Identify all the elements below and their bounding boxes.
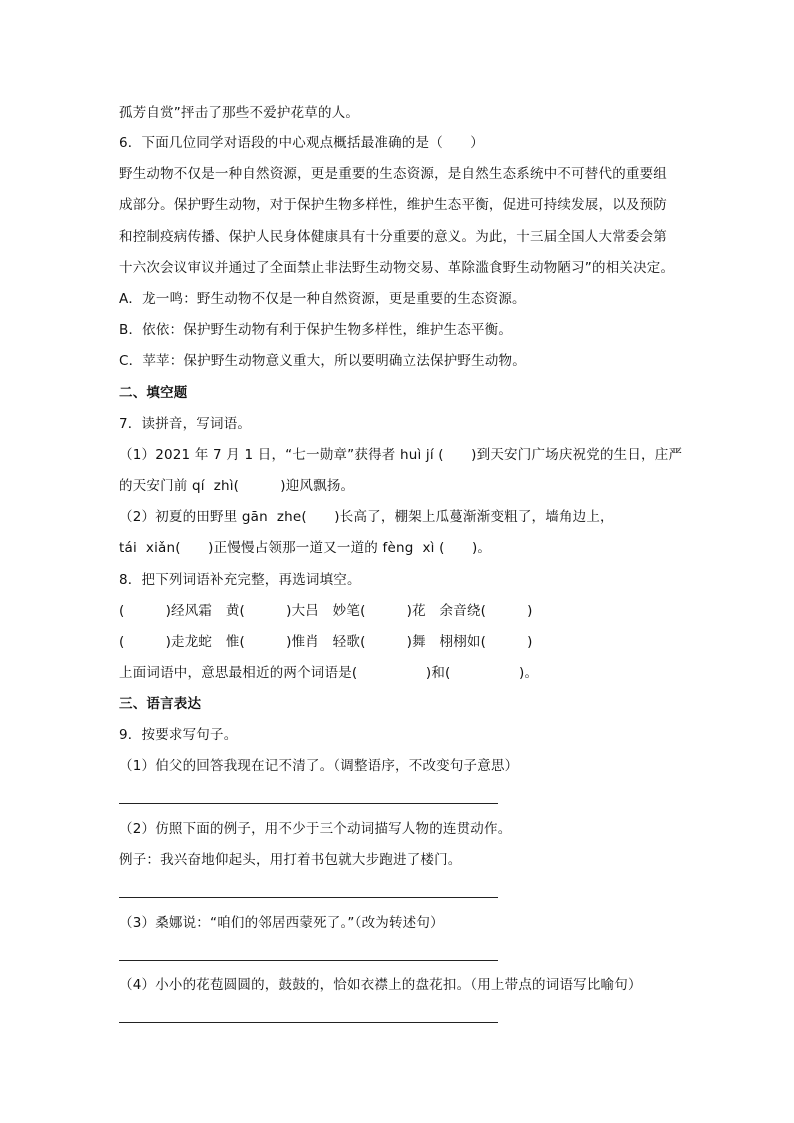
passage-line-2: 成部分。保护野生动物，对于保护生物多样性，维护生态平衡，促进可持续发展，以及预防 [119, 197, 667, 213]
section-language-expression: 三、语言表达 [119, 696, 202, 712]
question-9-part-3: （3）桑娜说：“咱们的邻居西蒙死了。”（改为转述句） [119, 915, 444, 931]
question-7: 7．读拼音，写词语。 [119, 416, 252, 432]
answer-line-4[interactable] [119, 1022, 498, 1023]
answer-line-3[interactable] [119, 960, 498, 961]
section-fill-in: 二、填空题 [119, 385, 188, 401]
question-9-part-2: （2）仿照下面的例子，用不少于三个动词描写人物的连贯动作。 [119, 821, 512, 837]
question-9-part-1: （1）伯父的回答我现在记不清了。（调整语序，不改变句子意思） [119, 758, 519, 774]
question-6: 6．下面几位同学对语段的中心观点概括最准确的是（ ） [119, 135, 484, 151]
question-8: 8．把下列词语补充完整，再选词填空。 [119, 572, 361, 588]
answer-line-1[interactable] [119, 803, 498, 804]
option-a: A．龙一鸣：野生动物不仅是一种自然资源，更是重要的生态资源。 [119, 291, 526, 307]
question-8-row-1: ( )经风霜 黄( )大吕 妙笔( )花 余音绕( ) [119, 603, 533, 619]
question-7-part-2-line-1: （2）初夏的田野里 gān zhe( )长高了，棚架上瓜蔓渐渐变粗了，墙角边上， [119, 509, 614, 525]
question-9-part-4: （4）小小的花苞圆圆的，鼓鼓的，恰如衣襟上的盘花扣。（用上带点的词语写比喻句） [119, 977, 642, 993]
passage-line-1: 野生动物不仅是一种自然资源，更是重要的生态资源，是自然生态系统中不可替代的重要组 [119, 166, 667, 182]
question-7-part-1-line-1: （1）2021 年 7 月 1 日，“七一勋章”获得者 huì jí ( )到天安门广场庆祝党的生日，庄严 [119, 447, 683, 463]
question-8-row-3: 上面词语中，意思最相近的两个词语是( )和( )。 [119, 665, 539, 681]
question-7-part-1-line-2: 的天安门前 qí zhì( )迎风飘扬。 [119, 478, 355, 494]
question-9-part-2-example: 例子：我兴奋地仰起头，用打着书包就大步跑进了楼门。 [119, 852, 462, 868]
question-9: 9．按要求写句子。 [119, 727, 238, 743]
passage-line-3: 和控制疫病传播、保护人民身体健康具有十分重要的意义。为此，十三届全国人大常委会第 [119, 229, 667, 245]
question-7-part-2-line-2: tái xiǎn( )正慢慢占领那一道又一道的 fèng xì ( )。 [119, 540, 492, 556]
option-c: C．苹苹：保护野生动物意义重大，所以要明确立法保护野生动物。 [119, 353, 526, 369]
question-8-row-2: ( )走龙蛇 惟( )惟肖 轻歌( )舞 栩栩如( ) [119, 634, 533, 650]
text-line-continuation: 孤芳自赏”抨击了那些不爱护花草的人。 [119, 105, 360, 121]
passage-line-4: 十六次会议审议并通过了全面禁止非法野生动物交易、革除滥食野生动物陋习”的相关决定。 [119, 260, 675, 276]
answer-line-2[interactable] [119, 897, 498, 898]
option-b: B．依依：保护野生动物有利于保护生物多样性，维护生态平衡。 [119, 322, 513, 338]
